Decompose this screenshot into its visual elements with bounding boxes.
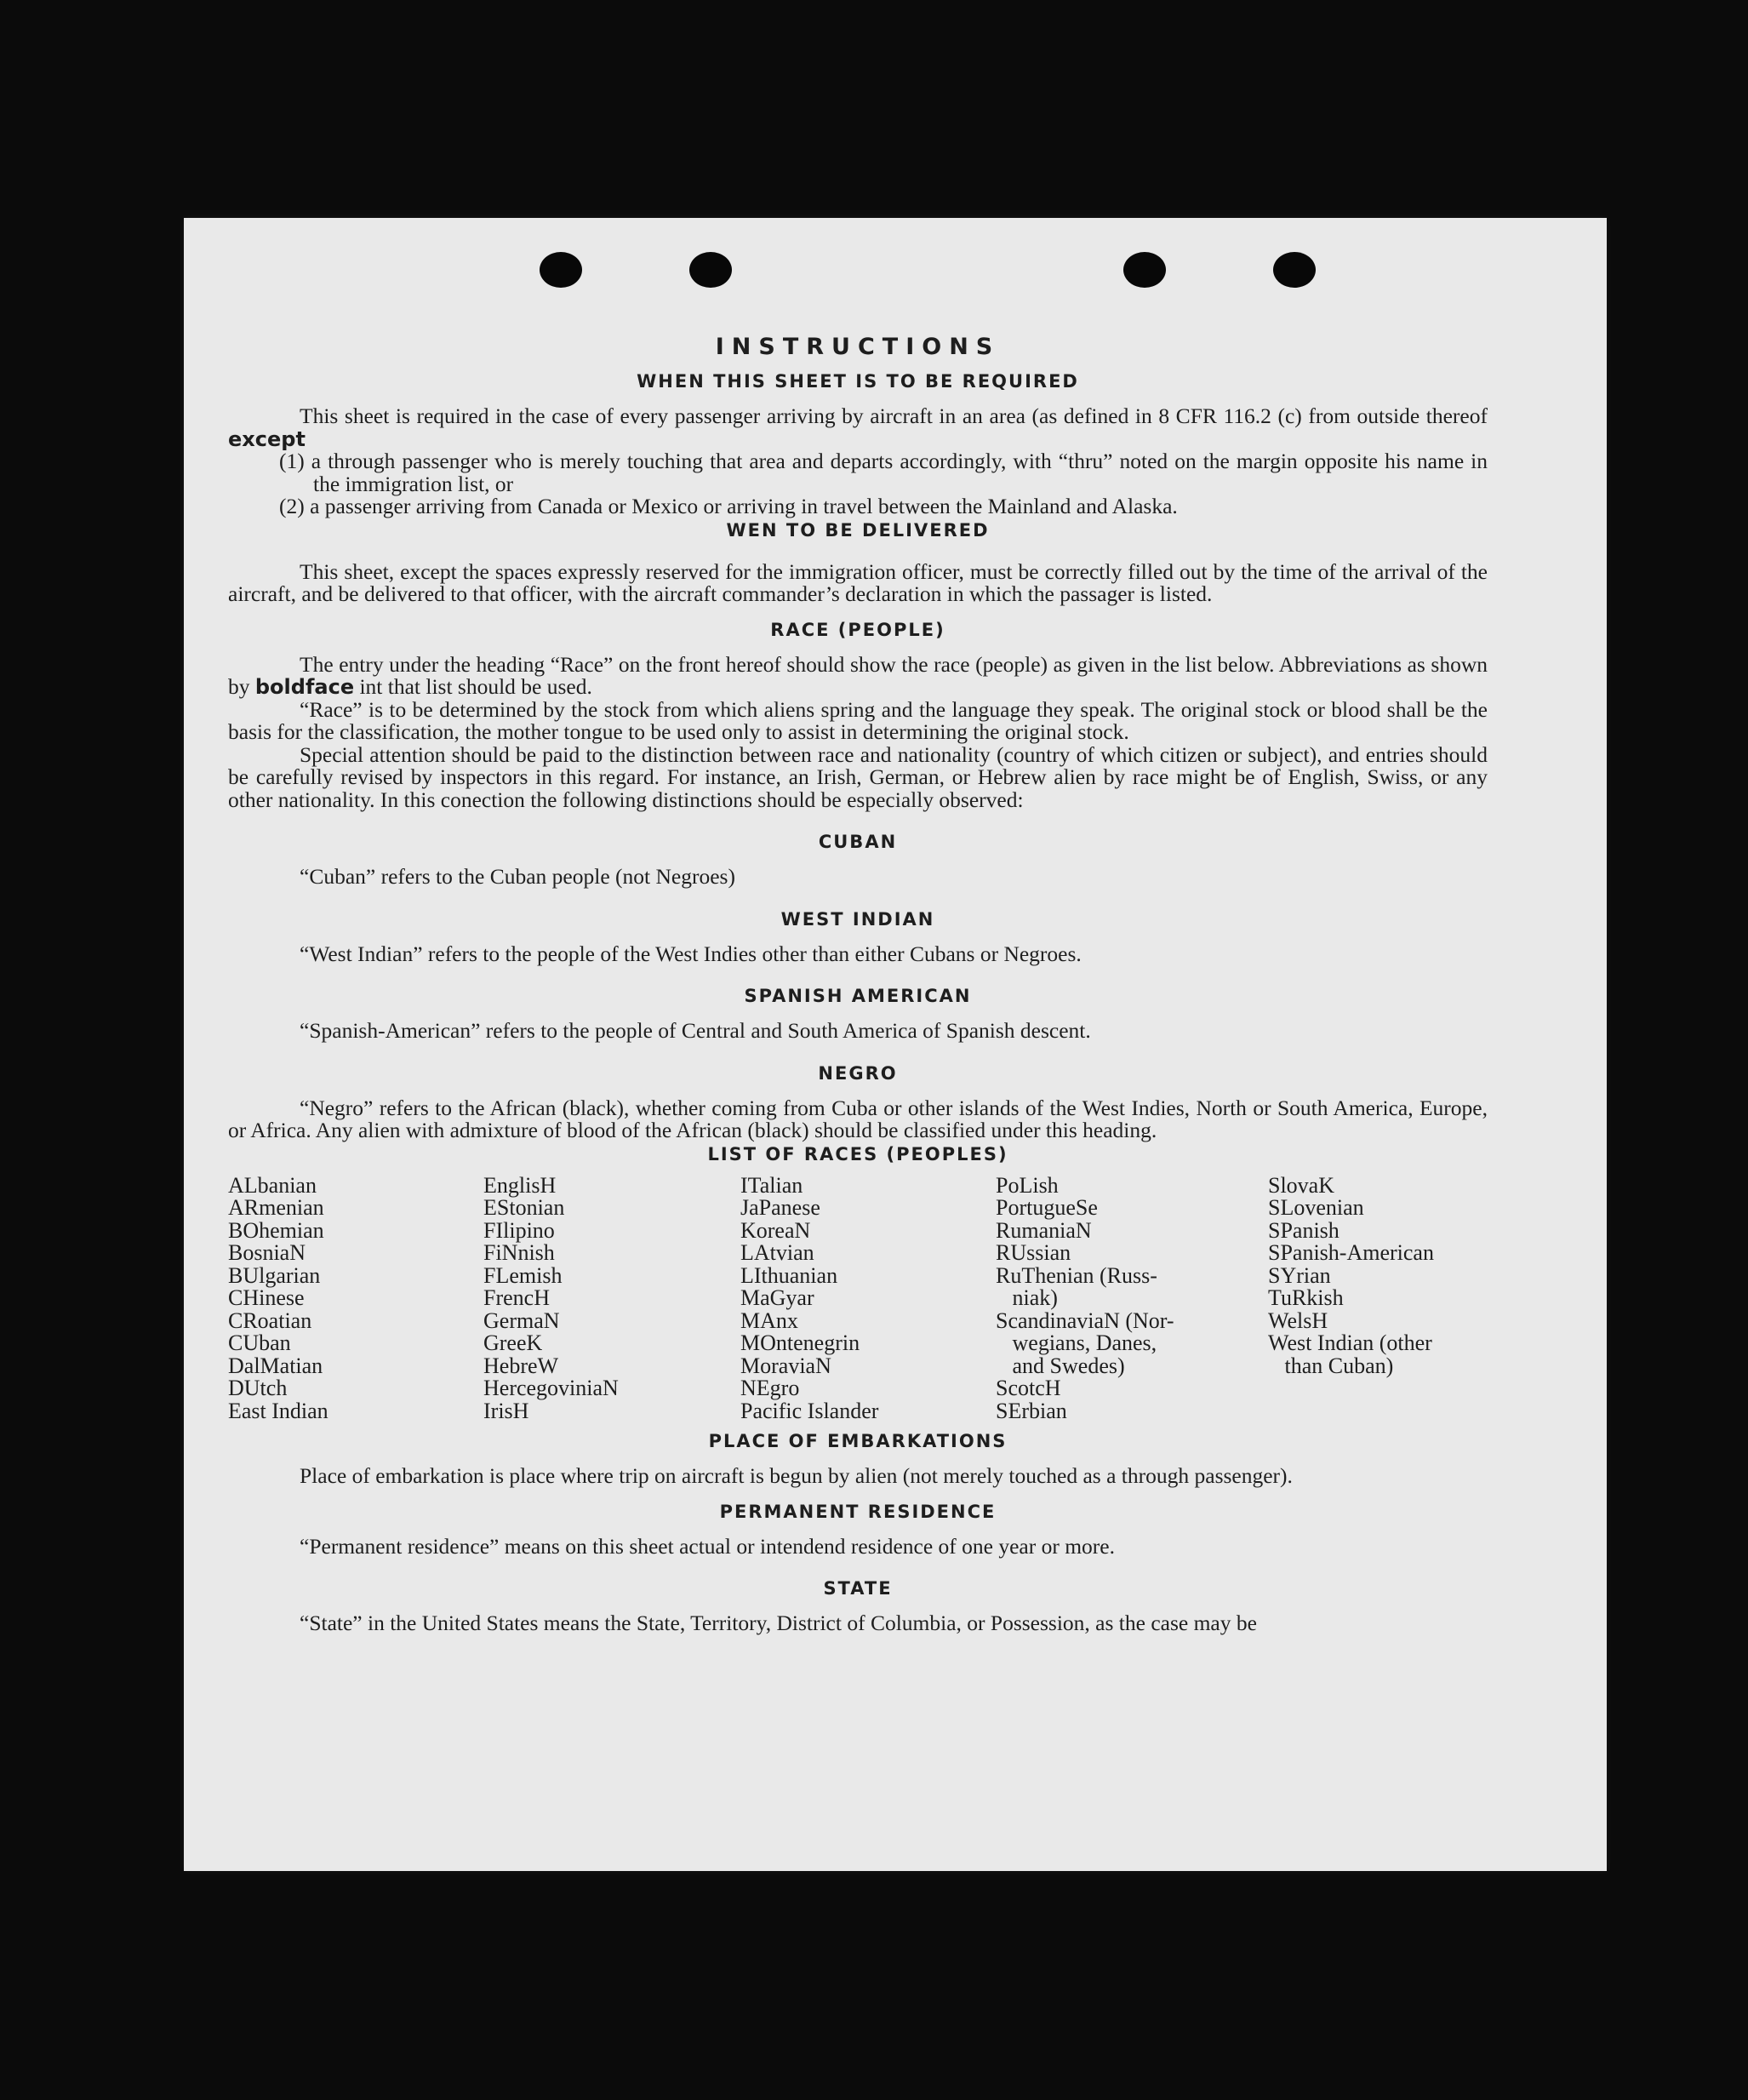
race-entry: WelsH — [1268, 1307, 1328, 1333]
race-entry: DUtch — [228, 1376, 288, 1400]
spanish-american-text: “Spanish-American” refers to the people of Central and South America of Spanish descent. — [300, 1018, 1091, 1043]
section-heading-cuban: CUBAN — [818, 832, 898, 852]
race-entry: IrisH — [483, 1398, 529, 1423]
cuban-text: “Cuban” refers to the Cuban people (not Negroes) — [300, 864, 735, 889]
race-entry: SErbian — [996, 1398, 1067, 1423]
race-entry: West Indian (other — [1268, 1330, 1432, 1355]
race-entry: MoraviaN — [740, 1353, 831, 1378]
page-title: INSTRUCTIONS — [715, 334, 1001, 360]
race-entry: SLovenian — [1268, 1195, 1364, 1220]
race-entry: CHinese — [228, 1285, 305, 1310]
race-entry: and Swedes) — [996, 1353, 1125, 1378]
races-column-3 — [740, 1172, 996, 1423]
race-entry: wegians, Danes, — [996, 1330, 1157, 1355]
punch-hole — [1273, 252, 1316, 288]
race-entry: RuThenian (Russ- — [996, 1262, 1157, 1288]
section-heading-race: RACE (PEOPLE) — [770, 619, 945, 640]
race-entry: EStonian — [483, 1195, 565, 1220]
race-entry: East Indian — [228, 1398, 328, 1423]
race-entry: PoLish — [996, 1172, 1059, 1198]
document-sheet — [184, 218, 1607, 1871]
race-entry: LAtvian — [740, 1240, 814, 1265]
section-heading-required: WHEN THIS SHEET IS TO BE REQUIRED — [637, 371, 1079, 392]
residence-text: “Permanent residence” means on this sheet actual or intendend residence of one year or more. — [300, 1533, 1115, 1559]
race-entry: SYrian — [1268, 1262, 1331, 1288]
race-entry: SlovaK — [1268, 1172, 1334, 1198]
race-entry: CRoatian — [228, 1307, 312, 1333]
races-column-4 — [996, 1172, 1268, 1423]
section-heading-residence: PERMANENT RESIDENCE — [719, 1501, 997, 1522]
section-heading-embarkation: PLACE OF EMBARKATIONS — [708, 1431, 1008, 1451]
race-entry: MOntenegrin — [740, 1330, 860, 1355]
race-entry: Pacific Islander — [740, 1398, 879, 1423]
except-bold: except — [228, 426, 306, 451]
race-entry: LIthuanian — [740, 1262, 838, 1288]
race-entry: ARmenian — [228, 1195, 324, 1220]
state-text: “State” in the United States means the State, Territory, District of Columbia, or Possession, as the case may be — [300, 1611, 1257, 1635]
section-heading-west-indian: WEST INDIAN — [780, 908, 935, 930]
section-heading-delivered: WEN TO BE DELIVERED — [726, 519, 990, 541]
race-entry: BosniaN — [228, 1240, 306, 1265]
races-column-2 — [483, 1172, 740, 1423]
race-entry: GermaN — [483, 1307, 560, 1333]
race-entry: BOhemian — [228, 1217, 324, 1243]
race-entry: HebreW — [483, 1353, 559, 1378]
race-entry: than Cuban) — [1268, 1353, 1394, 1378]
races-column-5 — [1268, 1172, 1488, 1423]
race-entry: niak) — [996, 1285, 1058, 1310]
west-indian-text: “West Indian” refers to the people of the West Indies other than either Cubans or Negroes. — [300, 941, 1082, 966]
punch-hole — [1123, 252, 1166, 288]
instructions-content — [228, 335, 1488, 1635]
race-entry: ALbanian — [228, 1172, 317, 1198]
punch-hole — [540, 252, 582, 288]
race-entry: FLemish — [483, 1262, 563, 1288]
race-entry: DalMatian — [228, 1353, 323, 1378]
required-intro: This sheet is required in the case of every passenger arriving by aircraft in an area (as defined in 8 CFR 116.2 (c) from outside thereof except — [228, 403, 1488, 451]
punch-hole — [689, 252, 732, 288]
race-entry: KoreaN — [740, 1217, 811, 1243]
race-entry: FIlipino — [483, 1217, 555, 1243]
race-entry: ScotcH — [996, 1376, 1061, 1400]
race-entry: HercegoviniaN — [483, 1376, 619, 1400]
races-column-1 — [228, 1172, 483, 1423]
negro-text: “Negro” refers to the African (black), whether coming from Cuba or other islands of the West Indies, North or South America, Europe, or Africa. Any alien with admixture of blood of the African (black) should be classified under this heading. — [228, 1095, 1488, 1142]
race-entry: RUssian — [996, 1240, 1071, 1265]
race-entry: MaGyar — [740, 1285, 814, 1310]
race-entry: GreeK — [483, 1330, 543, 1355]
race-entry: PortugueSe — [996, 1195, 1098, 1220]
section-heading-state: STATE — [823, 1578, 893, 1599]
race-entry: TuRkish — [1268, 1285, 1344, 1310]
race-paragraph-3: Special attention should be paid to the distinction between race and nationality (country of which citizen or subject), and entries should be carefully revised by inspectors in this regard. For instance, an Irish, German, or Hebrew alien by race might be of English, Swiss, or any other nationality. In this conection the following distinctions should be especially observed: — [228, 741, 1488, 812]
section-heading-races-list: LIST OF RACES (PEOPLES) — [707, 1143, 1008, 1164]
race-entry: SPanish-American — [1268, 1240, 1434, 1265]
race-entry: FiNnish — [483, 1240, 555, 1265]
race-entry: JaPanese — [740, 1195, 820, 1220]
race-entry: NEgro — [740, 1376, 800, 1400]
race-entry: ScandinaviaN (Nor- — [996, 1307, 1174, 1333]
race-entry: ITalian — [740, 1172, 803, 1198]
section-heading-spanish-american: SPANISH AMERICAN — [744, 986, 972, 1006]
embarkation-text: Place of embarkation is place where trip on aircraft is begun by alien (not merely touched as a through passenger). — [300, 1463, 1293, 1488]
section-heading-negro: NEGRO — [818, 1062, 898, 1084]
races-list — [228, 1172, 1488, 1423]
required-item-1: (1) a through passenger who is merely touching that area and departs accordingly, with “thru” noted on the margin opposite his name in the immigration list, or — [279, 449, 1488, 496]
required-item-2: (2) a passenger arriving from Canada or Mexico or arriving in travel between the Mainland and Alaska. — [279, 494, 1178, 518]
race-entry: SPanish — [1268, 1217, 1340, 1243]
race-entry: CUban — [228, 1330, 291, 1355]
race-entry: BUlgarian — [228, 1262, 321, 1288]
race-paragraph-1: The entry under the heading “Race” on the front hereof should show the race (people) as given in the list below. Abbreviations as shown by boldface int that list should be used. — [228, 651, 1488, 699]
race-entry: FrencH — [483, 1285, 550, 1310]
race-entry: RumaniaN — [996, 1217, 1092, 1243]
boldface-word: boldface — [254, 675, 355, 699]
delivered-text: This sheet, except the spaces expressly reserved for the immigration officer, must be correctly filled out by the time of the arrival of the aircraft, and be delivered to that officer, with the aircraft commander’s declaration in which the passager is listed. — [228, 558, 1488, 606]
race-entry: MAnx — [740, 1307, 798, 1333]
race-entry: EnglisH — [483, 1172, 557, 1198]
race-paragraph-2: “Race” is to be determined by the stock from which aliens spring and the language they speak. The original stock or blood shall be the basis for the classification, the mother tongue to be used only to assist in determining the original stock. — [228, 696, 1488, 744]
